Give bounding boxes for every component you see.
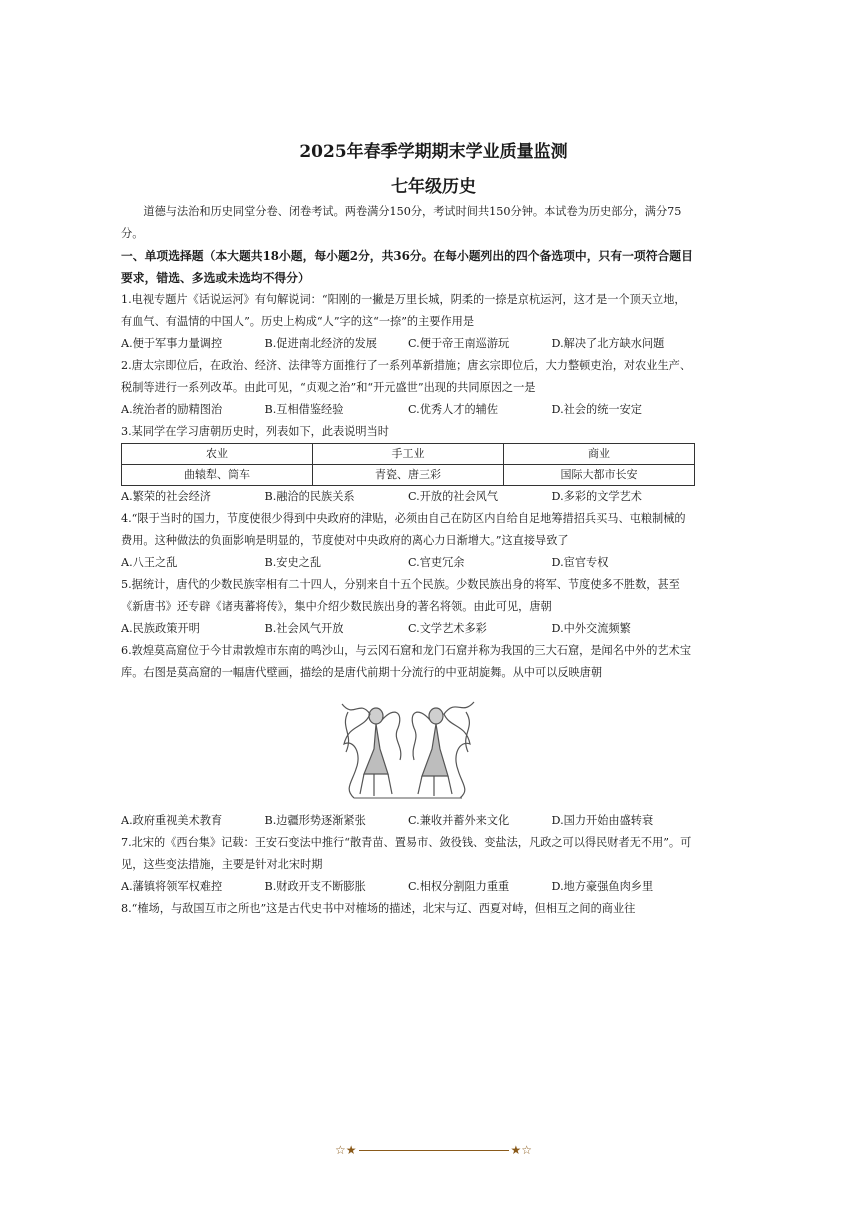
option-d: D.中外交流频繁 [551,622,631,635]
question-options [121,399,695,421]
table-header-cell: 农业 [122,444,313,465]
question-stem: 5.据统计，唐代的少数民族宰相有二十四人，分别来自十五个民族。少数民族出身的将军、节度使多不胜数，甚至《新唐书》还专辟《诸夷蕃将传》，集中介绍少数民族出身的著名将领。由此可见，唐朝 [121,578,680,613]
option-b: B.社会风气开放 [264,622,344,635]
option-a: A.藩镇将领军权难控 [121,880,223,893]
question-stem: 3.某同学在学习唐朝历史时，列表如下，此表说明当时 [121,425,389,438]
question-stem: 6.敦煌莫高窟位于今甘肃敦煌市东南的鸣沙山，与云冈石窟和龙门石窟并称为我国的三大石窟，是闻名中外的艺术宝库。右图是莫高窟的一幅唐代壁画，描绘的是唐代前期十分流行的中亚胡旋舞。从中可以反映唐朝 [121,644,692,679]
option-a: A.八王之乱 [121,556,178,569]
option-d: D.宦官专权 [551,556,609,569]
info-table [121,443,695,486]
option-d: D.国力开始由盛转衰 [551,814,654,827]
table-header-row [122,444,695,465]
table-header-cell: 手工业 [313,444,504,465]
table-row [122,465,695,486]
table-cell: 曲辕犁、筒车 [122,465,313,486]
option-b: B.促进南北经济的发展 [264,337,377,350]
question-stem: 4.“限于当时的国力，节度使很少得到中央政府的津贴，必须由自己在防区内自给自足地筹措招兵买马、屯粮制械的费用。这种做法的负面影响是明显的，节度使对中央政府的离心力日渐增大。”这直接导致了 [121,512,686,547]
section-heading: 一、单项选择题（本大题共18小题，每小题2分，共36分。在每小题列出的四个备选项中，只有一项符合题目要求，错选、多选或未选均不得分） [121,249,693,285]
option-b: B.财政开支不断膨胀 [264,880,366,893]
exam-subtitle: 七年级历史 [391,177,476,197]
question-stem: 2.唐太宗即位后，在政治、经济、法律等方面推行了一系列革新措施；唐玄宗即位后，大力整顿吏治，对农业生产、税制等进行一系列改革。由此可见，“贞观之治”和“开元盛世”出现的共同原因之一是 [121,359,692,394]
question-options [121,876,695,898]
question-stem: 1.电视专题片《话说运河》有句解说词：“阳刚的一撇是万里长城，阴柔的一捺是京杭运河，这才是一个顶天立地，有血气、有温情的中国人”。历史上构成“人”字的这“一捺”的主要作用是 [121,293,686,328]
option-c: C.兼收并蓄外来文化 [408,814,510,827]
option-b: B.边疆形势逐渐紧张 [264,814,366,827]
exam-title: 2025年春季学期期末学业质量监测 [299,142,568,162]
question-options [121,486,695,508]
question-options [121,618,695,640]
option-d: D.地方豪强鱼肉乡里 [551,880,654,893]
question-options [121,810,695,832]
question-stem: 8.“榷场，与敌国互市之所也”这是古代史书中对榷场的描述，北宋与辽、西夏对峙，但相互之间的商业往 [121,902,636,915]
table-header-cell: 商业 [504,444,695,465]
table-cell: 国际大都市长安 [504,465,695,486]
question-stem: 7.北宋的《西台集》记载：王安石变法中推行“散青苗、置易市、敛役钱、变盐法，凡政之可以得民财者无不用”。可见，这些变法措施，主要是针对北宋时期 [121,836,692,871]
option-c: C.开放的社会风气 [408,490,499,503]
footer-stars-left: ☆★ [334,1143,357,1157]
option-a: A.统治者的励精图治 [121,403,223,416]
option-b: B.互相借鉴经验 [264,403,344,416]
exam-intro: 道德与法治和历史同堂分卷、闭卷考试。两卷满分150分，考试时间共150分钟。本试卷为历史部分，满分75分。 [121,205,682,240]
option-a: A.政府重视美术教育 [121,814,223,827]
exam-content [121,201,695,920]
table-cell: 青瓷、唐三彩 [313,465,504,486]
option-a: A.民族政策开明 [121,622,200,635]
option-c: C.文学艺术多彩 [408,622,487,635]
option-b: B.安史之乱 [264,556,322,569]
footer-divider [359,1150,509,1151]
option-c: C.官吏冗余 [408,556,465,569]
option-a: A.便于军事力量调控 [121,337,223,350]
question-options [121,552,695,574]
dunhuang-mural-image [334,694,482,802]
question-options [121,333,695,355]
option-c: C.相权分割阻力重重 [408,880,510,893]
page-footer [0,1143,867,1157]
option-d: D.解决了北方缺水问题 [551,337,665,350]
option-d: D.社会的统一安定 [551,403,642,416]
option-d: D.多彩的文学艺术 [551,490,642,503]
option-c: C.便于帝王南巡游玩 [408,337,510,350]
option-c: C.优秀人才的辅佐 [408,403,499,416]
option-b: B.融洽的民族关系 [264,490,355,503]
footer-stars-right: ★☆ [510,1143,533,1157]
option-a: A.繁荣的社会经济 [121,490,211,503]
mural-figure [121,694,695,802]
